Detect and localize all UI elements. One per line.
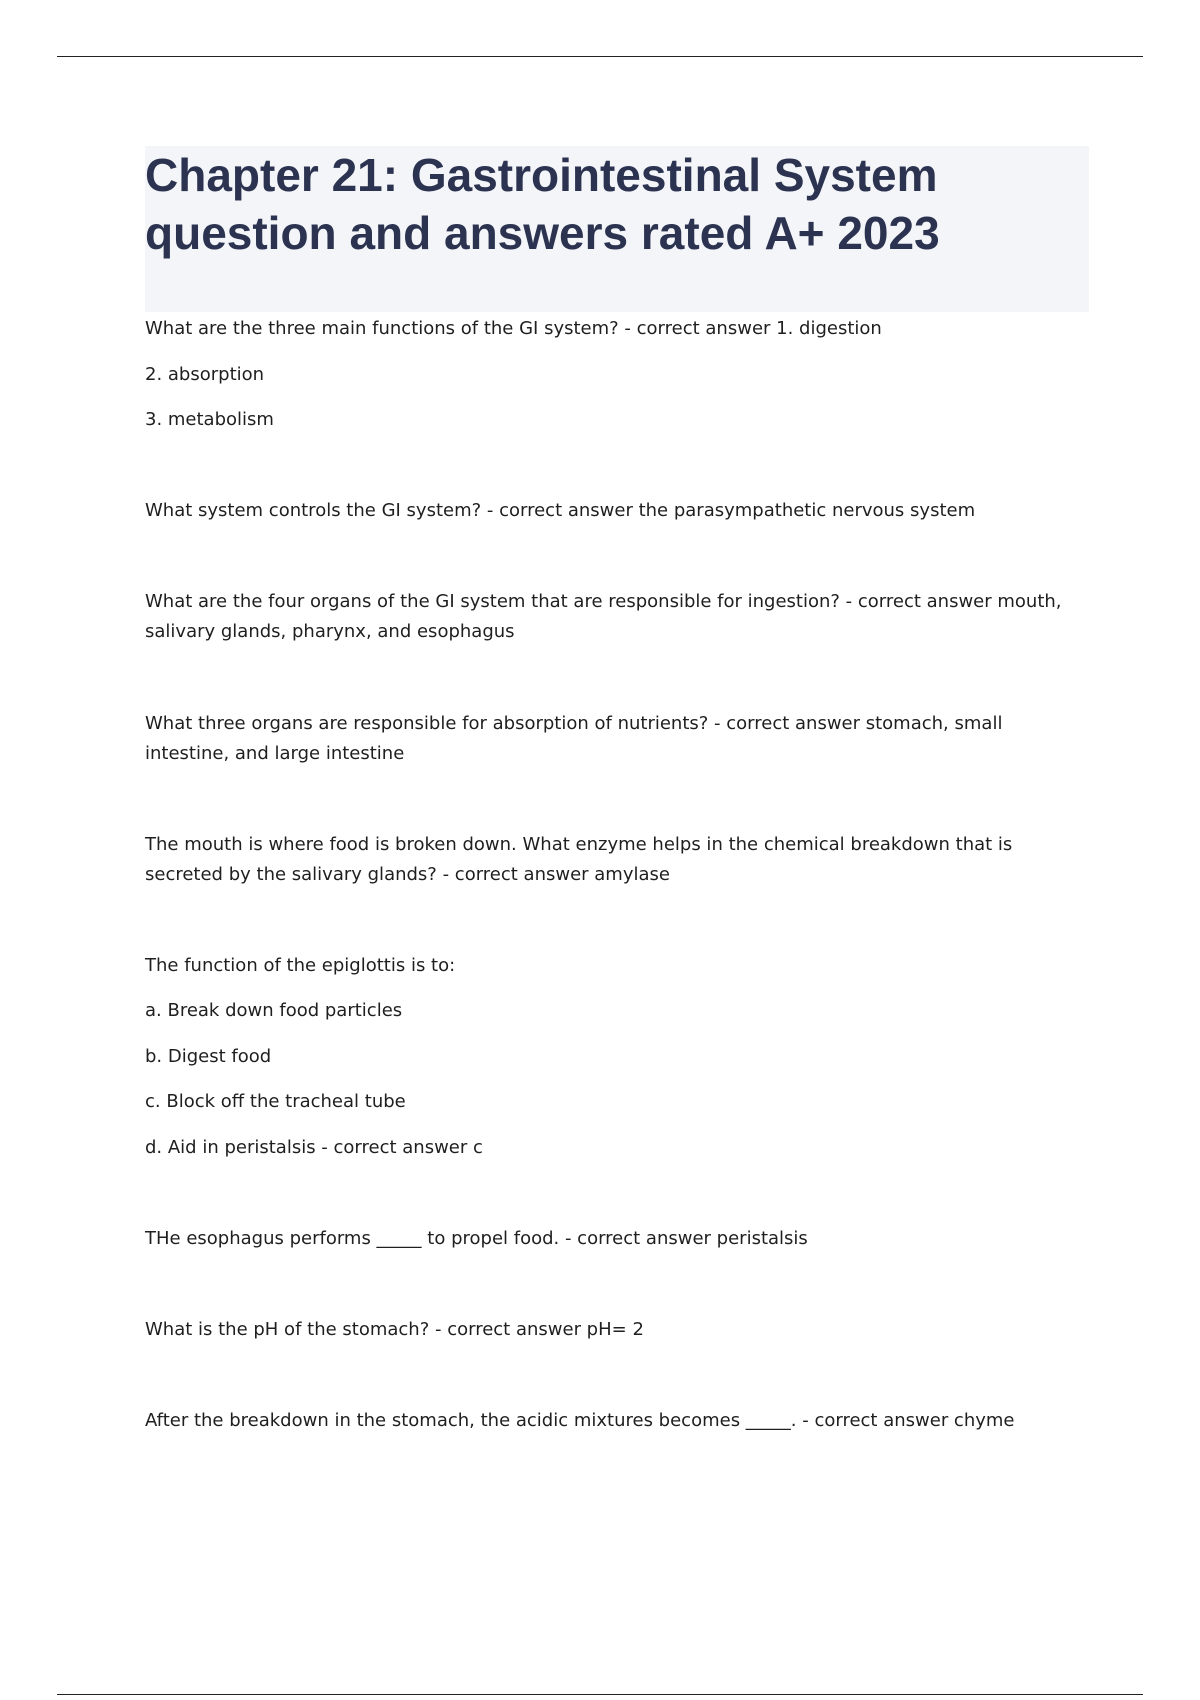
- title-line-1: Chapter 21: Gastrointestinal System: [145, 149, 938, 201]
- paragraph-list-item: 2. absorption: [145, 364, 265, 385]
- paragraph-option-b: b. Digest food: [145, 1046, 272, 1067]
- title-block: [145, 146, 1089, 312]
- paragraph-option-d: d. Aid in peristalsis - correct answer c: [145, 1137, 483, 1158]
- paragraph-option-a: a. Break down food particles: [145, 1000, 403, 1021]
- paragraph-q6: The function of the epiglottis is to:: [145, 955, 456, 976]
- paragraph-q2: What system controls the GI system? - correct answer the parasympathetic nervous system: [145, 500, 976, 521]
- paragraph-q5: The mouth is where food is broken down. What enzyme helps in the chemical breakdown that is secreted by the salivary glands? - correct answer amylase: [145, 834, 1013, 885]
- bottom-divider: [57, 1694, 1143, 1695]
- paragraph-option-c: c. Block off the tracheal tube: [145, 1091, 406, 1112]
- page-title: [145, 146, 1089, 262]
- paragraph-q1: What are the three main functions of the GI system? - correct answer 1. digestion: [145, 318, 882, 339]
- paragraph-list-item: 3. metabolism: [145, 409, 274, 430]
- paragraph-q3: What are the four organs of the GI system that are responsible for ingestion? - correct answer mouth, salivary glands, pharynx, and esophagus: [145, 591, 1062, 642]
- top-divider: [57, 56, 1143, 57]
- title-line-2: question and answers rated A+ 2023: [145, 207, 940, 259]
- paragraph-q4: What three organs are responsible for absorption of nutrients? - correct answer stomach, small intestine, and large intestine: [145, 713, 1003, 764]
- paragraph-q9: After the breakdown in the stomach, the acidic mixtures becomes _____. - correct answer chyme: [145, 1410, 1015, 1431]
- paragraph-q7: THe esophagus performs _____ to propel food. - correct answer peristalsis: [145, 1228, 808, 1249]
- paragraph-q8: What is the pH of the stomach? - correct answer pH= 2: [145, 1319, 644, 1340]
- document-body: [145, 314, 1085, 1436]
